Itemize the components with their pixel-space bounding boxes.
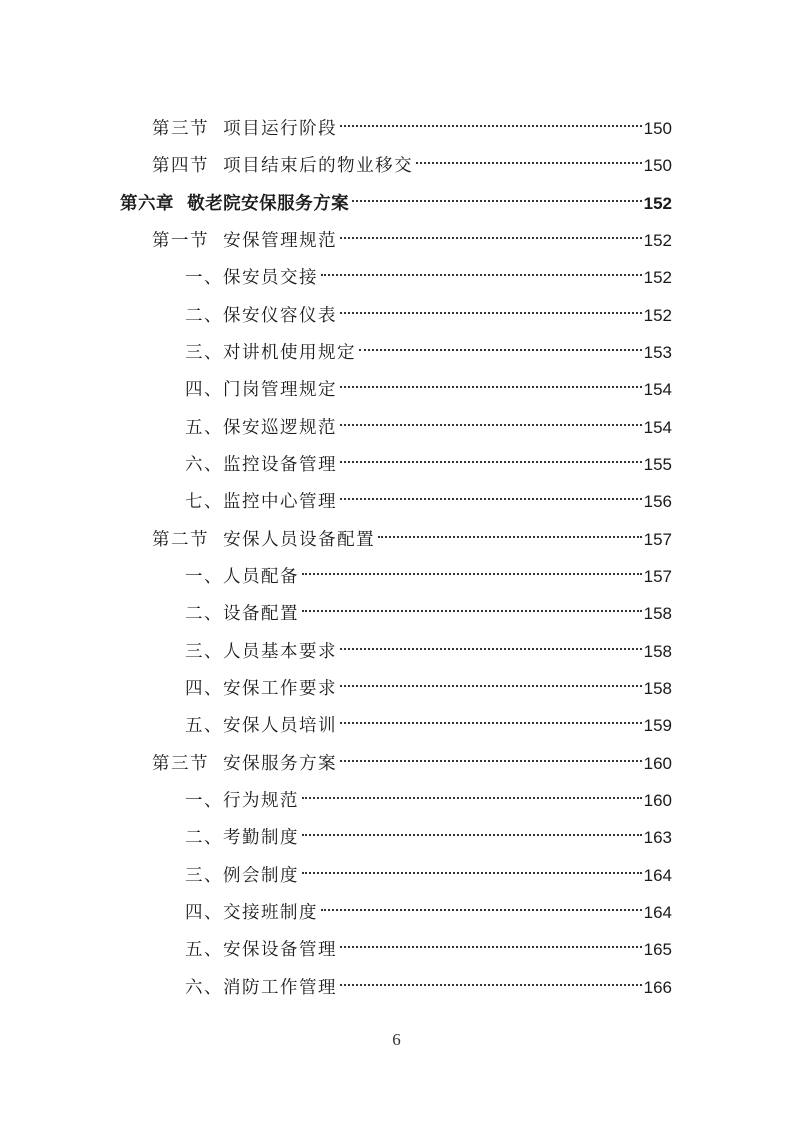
dot-leader	[378, 515, 641, 545]
dot-leader	[302, 589, 642, 619]
toc-entry[interactable]	[185, 291, 672, 326]
toc-page-number: 150	[643, 119, 672, 138]
toc-prefix: 第三节	[152, 754, 209, 774]
toc-title: 安保管理规范	[223, 231, 338, 251]
toc-entry[interactable]	[185, 664, 672, 699]
dot-leader	[340, 291, 642, 321]
toc-prefix: 四、	[185, 903, 223, 923]
dot-leader	[340, 925, 642, 955]
toc-page-number: 152	[643, 306, 672, 325]
toc-entry[interactable]	[185, 963, 672, 998]
toc-prefix: 第四节	[152, 156, 209, 176]
dot-leader	[359, 328, 642, 358]
toc-title: 敬老院安保服务方案	[187, 194, 350, 214]
dot-leader	[416, 141, 641, 171]
toc-page-number: 164	[643, 903, 672, 922]
dot-leader	[340, 701, 642, 731]
dot-leader	[340, 440, 642, 470]
toc-entry[interactable]	[152, 104, 672, 139]
toc-prefix: 四、	[185, 679, 223, 699]
toc-title: 门岗管理规定	[223, 380, 337, 400]
toc-entry[interactable]	[152, 141, 672, 176]
toc-page-number: 157	[643, 567, 672, 586]
toc-title: 设备配置	[223, 604, 299, 624]
toc-entry[interactable]	[152, 515, 672, 550]
toc-prefix: 二、	[185, 604, 223, 624]
dot-leader	[302, 776, 642, 806]
dot-leader	[340, 664, 642, 694]
dot-leader	[302, 851, 642, 881]
toc-page-number: 150	[643, 156, 672, 175]
toc-prefix: 四、	[185, 380, 223, 400]
toc-page-number: 155	[643, 455, 672, 474]
toc-title: 安保设备管理	[223, 940, 337, 960]
toc-entry[interactable]	[185, 701, 672, 736]
toc-page-number: 163	[643, 828, 672, 847]
toc-prefix: 一、	[185, 567, 223, 587]
toc-title: 安保工作要求	[223, 679, 337, 699]
toc-entry[interactable]	[185, 589, 672, 624]
toc-page-number: 166	[643, 978, 672, 997]
toc-prefix: 第一节	[152, 231, 209, 251]
toc-page-number: 152	[643, 231, 672, 250]
toc-page-number: 164	[643, 866, 672, 885]
toc-page-number: 152	[643, 268, 672, 287]
toc-entry[interactable]	[152, 216, 672, 251]
toc-prefix: 二、	[185, 306, 223, 326]
toc-prefix: 三、	[185, 642, 223, 662]
toc-page-number: 160	[643, 791, 672, 810]
toc-entry[interactable]	[185, 888, 672, 923]
dot-leader	[340, 477, 642, 507]
toc-title: 行为规范	[223, 791, 299, 811]
toc-page-number: 165	[643, 940, 672, 959]
toc-entry[interactable]	[185, 477, 672, 512]
toc-page-number: 152	[643, 194, 672, 213]
toc-page-number: 158	[643, 604, 672, 623]
toc-prefix: 第三节	[152, 119, 209, 139]
dot-leader	[340, 963, 642, 993]
toc-page-number: 158	[643, 642, 672, 661]
toc-page-number: 154	[643, 380, 672, 399]
toc-entry[interactable]	[185, 552, 672, 587]
toc-prefix: 三、	[185, 866, 223, 886]
toc-title: 考勤制度	[223, 828, 299, 848]
toc-entry[interactable]	[185, 851, 672, 886]
toc-prefix: 第六章	[120, 194, 174, 214]
dot-leader	[302, 552, 642, 582]
toc-entry[interactable]	[185, 365, 672, 400]
toc-prefix: 七、	[185, 492, 223, 512]
dot-leader	[321, 888, 642, 918]
toc-title: 监控中心管理	[223, 492, 337, 512]
toc-prefix: 三、	[185, 343, 223, 363]
dot-leader	[340, 403, 642, 433]
toc-page-number: 154	[643, 418, 672, 437]
toc-entry[interactable]	[185, 440, 672, 475]
toc-entry[interactable]	[185, 776, 672, 811]
toc-prefix: 一、	[185, 791, 223, 811]
toc-prefix: 六、	[185, 978, 223, 998]
page-footer-number: 6	[392, 1030, 401, 1049]
toc-entry[interactable]	[185, 253, 672, 288]
toc-entry[interactable]	[152, 739, 672, 774]
toc-prefix: 五、	[185, 418, 223, 438]
toc-prefix: 第二节	[152, 530, 209, 550]
toc-prefix: 二、	[185, 828, 223, 848]
toc-title: 交接班制度	[223, 903, 318, 923]
toc-title: 保安仪容仪表	[223, 306, 337, 326]
toc-title: 保安巡逻规范	[223, 418, 337, 438]
toc-page-number: 156	[643, 492, 672, 511]
toc-title: 项目结束后的物业移交	[223, 156, 414, 176]
toc-prefix: 一、	[185, 268, 223, 288]
toc-prefix: 六、	[185, 455, 223, 475]
toc-entry[interactable]	[185, 403, 672, 438]
dot-leader	[352, 179, 641, 209]
toc-title: 人员配备	[223, 567, 299, 587]
toc-title: 保安员交接	[223, 268, 318, 288]
toc-prefix: 五、	[185, 940, 223, 960]
toc-title: 安保人员设备配置	[223, 530, 376, 550]
toc-prefix: 五、	[185, 716, 223, 736]
toc-title: 项目运行阶段	[223, 119, 338, 139]
toc-title: 安保服务方案	[223, 754, 338, 774]
toc-page-number: 159	[643, 716, 672, 735]
toc-title: 安保人员培训	[223, 716, 337, 736]
dot-leader	[340, 216, 641, 246]
dot-leader	[340, 104, 641, 134]
toc-title: 对讲机使用规定	[223, 343, 356, 363]
toc-entry[interactable]	[185, 627, 672, 662]
toc-page-number: 158	[643, 679, 672, 698]
toc-entry[interactable]	[185, 813, 672, 848]
dot-leader	[340, 739, 641, 769]
toc-page-number: 153	[643, 343, 672, 362]
toc-title: 监控设备管理	[223, 455, 337, 475]
toc-entry[interactable]	[185, 925, 672, 960]
toc-title: 人员基本要求	[223, 642, 337, 662]
toc-title: 消防工作管理	[223, 978, 337, 998]
toc-chapter-entry[interactable]	[120, 179, 672, 214]
toc-title: 例会制度	[223, 866, 299, 886]
dot-leader	[340, 627, 642, 657]
dot-leader	[340, 365, 642, 395]
toc-page-number: 160	[643, 754, 672, 773]
toc-entry[interactable]	[185, 328, 672, 363]
dot-leader	[321, 253, 642, 283]
toc-page-number: 157	[643, 530, 672, 549]
dot-leader	[302, 813, 642, 843]
